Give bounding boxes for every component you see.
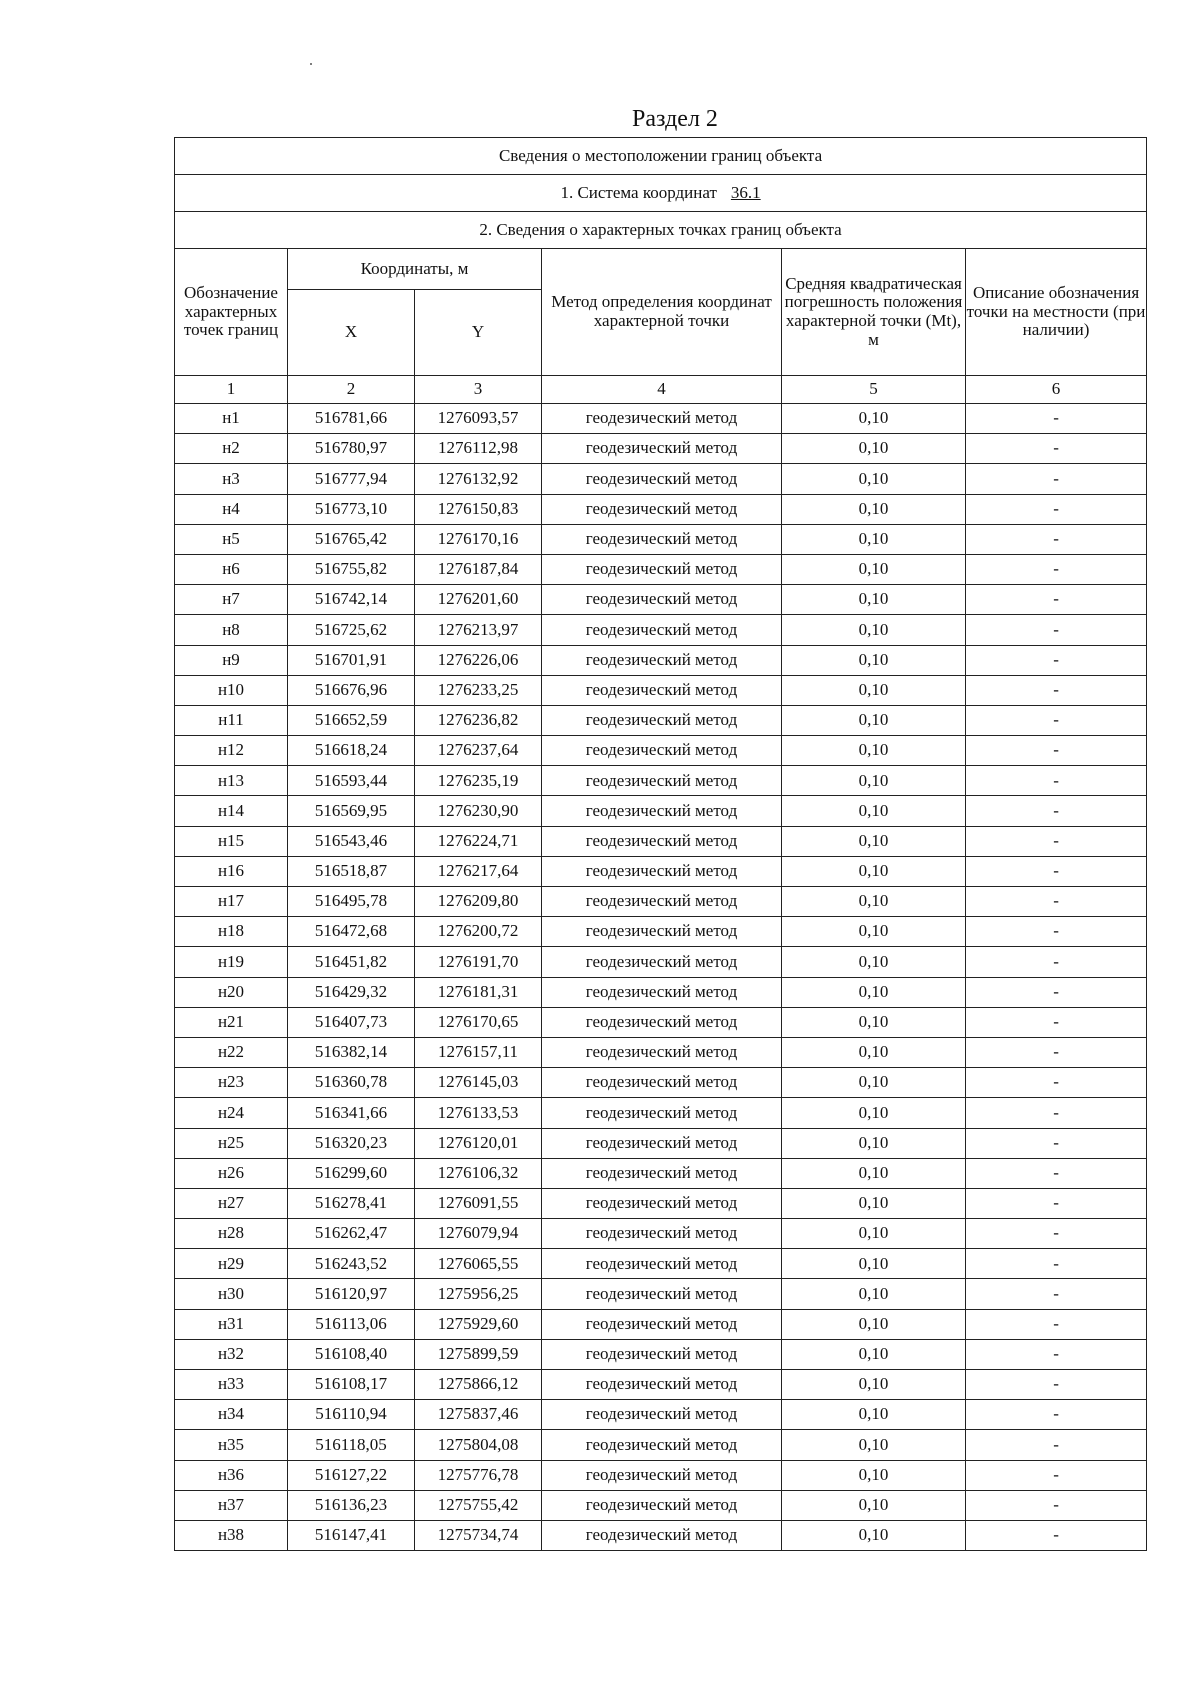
method-cell: геодезический метод [542, 1400, 782, 1430]
table-row [175, 796, 1147, 826]
column-number: 4 [542, 376, 782, 404]
point-id: н33 [175, 1370, 288, 1400]
mt-value: 0,10 [782, 1279, 966, 1309]
coord-x: 516451,82 [288, 947, 415, 977]
method-cell: геодезический метод [542, 1128, 782, 1158]
point-id: н1 [175, 404, 288, 434]
coord-y: 1276170,16 [415, 524, 542, 554]
coord-x: 516495,78 [288, 887, 415, 917]
coord-y: 1276093,57 [415, 404, 542, 434]
table-row [175, 464, 1147, 494]
coord-y: 1276191,70 [415, 947, 542, 977]
header-method: Метод определения координат характерной точки [542, 249, 782, 376]
coord-x: 516780,97 [288, 434, 415, 464]
coord-x: 516618,24 [288, 736, 415, 766]
method-cell: геодезический метод [542, 1339, 782, 1369]
description-cell: - [966, 1219, 1147, 1249]
mt-value: 0,10 [782, 947, 966, 977]
mt-value: 0,10 [782, 1219, 966, 1249]
coord-y: 1275899,59 [415, 1339, 542, 1369]
point-id: н4 [175, 494, 288, 524]
coord-x: 516676,96 [288, 675, 415, 705]
description-cell: - [966, 1400, 1147, 1430]
coord-x: 516108,40 [288, 1339, 415, 1369]
coord-system-row [175, 175, 1147, 212]
point-id: н23 [175, 1068, 288, 1098]
coord-y: 1276132,92 [415, 464, 542, 494]
method-cell: геодезический метод [542, 554, 782, 584]
point-id: н30 [175, 1279, 288, 1309]
coord-y: 1276213,97 [415, 615, 542, 645]
method-cell: геодезический метод [542, 736, 782, 766]
description-cell: - [966, 675, 1147, 705]
method-cell: геодезический метод [542, 826, 782, 856]
description-cell: - [966, 585, 1147, 615]
description-cell: - [966, 1249, 1147, 1279]
description-cell: - [966, 1128, 1147, 1158]
method-cell: геодезический метод [542, 524, 782, 554]
coord-y: 1275776,78 [415, 1460, 542, 1490]
coord-system-value: 36.1 [730, 182, 761, 202]
point-id: н15 [175, 826, 288, 856]
point-id: н2 [175, 434, 288, 464]
description-cell: - [966, 464, 1147, 494]
method-cell: геодезический метод [542, 1490, 782, 1520]
table-row [175, 554, 1147, 584]
method-cell: геодезический метод [542, 887, 782, 917]
scan-speck [310, 63, 312, 65]
method-cell: геодезический метод [542, 1249, 782, 1279]
mt-value: 0,10 [782, 1400, 966, 1430]
coord-x: 516472,68 [288, 917, 415, 947]
method-cell: геодезический метод [542, 1068, 782, 1098]
table-row [175, 645, 1147, 675]
mt-value: 0,10 [782, 1309, 966, 1339]
coord-x: 516113,06 [288, 1309, 415, 1339]
coord-x: 516777,94 [288, 464, 415, 494]
point-id: н24 [175, 1098, 288, 1128]
coord-y: 1276106,32 [415, 1158, 542, 1188]
description-cell: - [966, 1490, 1147, 1520]
method-cell: геодезический метод [542, 796, 782, 826]
coord-x: 516701,91 [288, 645, 415, 675]
description-cell: - [966, 826, 1147, 856]
description-cell: - [966, 1460, 1147, 1490]
table-row [175, 585, 1147, 615]
table-row [175, 434, 1147, 464]
coord-x: 516360,78 [288, 1068, 415, 1098]
coord-x: 516765,42 [288, 524, 415, 554]
description-cell: - [966, 1158, 1147, 1188]
boundary-points-table [174, 137, 1147, 1551]
point-id: н19 [175, 947, 288, 977]
description-cell: - [966, 615, 1147, 645]
table-row [175, 1430, 1147, 1460]
coord-y: 1276079,94 [415, 1219, 542, 1249]
coord-y: 1276217,64 [415, 856, 542, 886]
table-row [175, 404, 1147, 434]
point-id: н21 [175, 1007, 288, 1037]
coord-y: 1276181,31 [415, 977, 542, 1007]
method-cell: геодезический метод [542, 1370, 782, 1400]
column-number: 3 [415, 376, 542, 404]
point-id: н17 [175, 887, 288, 917]
point-id: н31 [175, 1309, 288, 1339]
table-row [175, 1279, 1147, 1309]
description-cell: - [966, 524, 1147, 554]
method-cell: геодезический метод [542, 494, 782, 524]
table-title: Сведения о местоположении границ объекта [175, 138, 1147, 175]
description-cell: - [966, 856, 1147, 886]
header-error: Средняя квадратическая погрешность положения характерной точки (Mt), м [782, 249, 966, 376]
mt-value: 0,10 [782, 977, 966, 1007]
mt-value: 0,10 [782, 1490, 966, 1520]
coord-x: 516742,14 [288, 585, 415, 615]
header-coords: Координаты, м [288, 249, 542, 290]
table-row [175, 1158, 1147, 1188]
coord-x: 516320,23 [288, 1128, 415, 1158]
mt-value: 0,10 [782, 826, 966, 856]
coord-y: 1275956,25 [415, 1279, 542, 1309]
coord-x: 516147,41 [288, 1520, 415, 1550]
description-cell: - [966, 705, 1147, 735]
coord-x: 516569,95 [288, 796, 415, 826]
column-number: 6 [966, 376, 1147, 404]
point-id: н37 [175, 1490, 288, 1520]
mt-value: 0,10 [782, 1430, 966, 1460]
point-id: н18 [175, 917, 288, 947]
point-id: н36 [175, 1460, 288, 1490]
coord-y: 1275804,08 [415, 1430, 542, 1460]
coord-y: 1276187,84 [415, 554, 542, 584]
coord-y: 1276235,19 [415, 766, 542, 796]
point-id: н25 [175, 1128, 288, 1158]
description-cell: - [966, 887, 1147, 917]
point-id: н8 [175, 615, 288, 645]
point-id: н12 [175, 736, 288, 766]
table-row [175, 826, 1147, 856]
mt-value: 0,10 [782, 1068, 966, 1098]
description-cell: - [966, 1037, 1147, 1067]
point-id: н6 [175, 554, 288, 584]
coord-y: 1276226,06 [415, 645, 542, 675]
table-row [175, 887, 1147, 917]
point-id: н32 [175, 1339, 288, 1369]
description-cell: - [966, 1279, 1147, 1309]
table-row [175, 736, 1147, 766]
table-row [175, 1098, 1147, 1128]
coord-x: 516299,60 [288, 1158, 415, 1188]
mt-value: 0,10 [782, 887, 966, 917]
method-cell: геодезический метод [542, 434, 782, 464]
mt-value: 0,10 [782, 494, 966, 524]
coord-x: 516108,17 [288, 1370, 415, 1400]
description-cell: - [966, 977, 1147, 1007]
coord-y: 1276133,53 [415, 1098, 542, 1128]
point-id: н29 [175, 1249, 288, 1279]
description-cell: - [966, 766, 1147, 796]
mt-value: 0,10 [782, 404, 966, 434]
description-cell: - [966, 917, 1147, 947]
coord-y: 1276091,55 [415, 1188, 542, 1218]
coord-x: 516382,14 [288, 1037, 415, 1067]
table-row [175, 615, 1147, 645]
table-row [175, 1520, 1147, 1550]
method-cell: геодезический метод [542, 1188, 782, 1218]
coord-y: 1276170,65 [415, 1007, 542, 1037]
coord-y: 1275837,46 [415, 1400, 542, 1430]
mt-value: 0,10 [782, 1249, 966, 1279]
mt-value: 0,10 [782, 524, 966, 554]
coord-system-label: 1. Система координат [560, 182, 717, 202]
coord-x: 516407,73 [288, 1007, 415, 1037]
coord-y: 1276157,11 [415, 1037, 542, 1067]
method-cell: геодезический метод [542, 856, 782, 886]
table-row [175, 524, 1147, 554]
coord-y: 1275734,74 [415, 1520, 542, 1550]
table-row [175, 1037, 1147, 1067]
description-cell: - [966, 1068, 1147, 1098]
method-cell: геодезический метод [542, 917, 782, 947]
coord-y: 1275755,42 [415, 1490, 542, 1520]
point-id: н11 [175, 705, 288, 735]
coord-y: 1276145,03 [415, 1068, 542, 1098]
point-id: н7 [175, 585, 288, 615]
mt-value: 0,10 [782, 675, 966, 705]
method-cell: геодезический метод [542, 977, 782, 1007]
description-cell: - [966, 1188, 1147, 1218]
method-cell: геодезический метод [542, 585, 782, 615]
coord-y: 1276233,25 [415, 675, 542, 705]
mt-value: 0,10 [782, 1158, 966, 1188]
method-cell: геодезический метод [542, 404, 782, 434]
table-row [175, 1128, 1147, 1158]
coord-y: 1275929,60 [415, 1309, 542, 1339]
coord-y: 1276112,98 [415, 434, 542, 464]
method-cell: геодезический метод [542, 705, 782, 735]
point-id: н14 [175, 796, 288, 826]
table-row [175, 1370, 1147, 1400]
method-cell: геодезический метод [542, 645, 782, 675]
point-id: н16 [175, 856, 288, 886]
mt-value: 0,10 [782, 1520, 966, 1550]
mt-value: 0,10 [782, 917, 966, 947]
mt-value: 0,10 [782, 1460, 966, 1490]
coord-y: 1275866,12 [415, 1370, 542, 1400]
column-number: 5 [782, 376, 966, 404]
description-cell: - [966, 1430, 1147, 1460]
mt-value: 0,10 [782, 856, 966, 886]
coord-x: 516278,41 [288, 1188, 415, 1218]
table-row [175, 494, 1147, 524]
description-cell: - [966, 494, 1147, 524]
description-cell: - [966, 404, 1147, 434]
method-cell: геодезический метод [542, 615, 782, 645]
point-id: н20 [175, 977, 288, 1007]
points-title: 2. Сведения о характерных точках границ объекта [175, 212, 1147, 249]
description-cell: - [966, 1520, 1147, 1550]
coord-x: 516652,59 [288, 705, 415, 735]
header-y: Y [415, 290, 542, 376]
mt-value: 0,10 [782, 585, 966, 615]
coord-y: 1276200,72 [415, 917, 542, 947]
column-number: 1 [175, 376, 288, 404]
point-id: н5 [175, 524, 288, 554]
coord-x: 516429,32 [288, 977, 415, 1007]
column-numbers-row [175, 376, 1147, 404]
method-cell: геодезический метод [542, 1520, 782, 1550]
method-cell: геодезический метод [542, 1430, 782, 1460]
point-id: н22 [175, 1037, 288, 1067]
point-id: н26 [175, 1158, 288, 1188]
coord-x: 516341,66 [288, 1098, 415, 1128]
method-cell: геодезический метод [542, 1098, 782, 1128]
point-id: н27 [175, 1188, 288, 1218]
coord-y: 1276201,60 [415, 585, 542, 615]
coord-y: 1276237,64 [415, 736, 542, 766]
table-row [175, 1490, 1147, 1520]
description-cell: - [966, 1007, 1147, 1037]
table-row [175, 1249, 1147, 1279]
table-row [175, 1460, 1147, 1490]
table-row [175, 766, 1147, 796]
description-cell: - [966, 434, 1147, 464]
point-id: н38 [175, 1520, 288, 1550]
mt-value: 0,10 [782, 1339, 966, 1369]
mt-value: 0,10 [782, 645, 966, 675]
mt-value: 0,10 [782, 1098, 966, 1128]
description-cell: - [966, 645, 1147, 675]
table-row [175, 1068, 1147, 1098]
coord-y: 1276236,82 [415, 705, 542, 735]
coord-y: 1276209,80 [415, 887, 542, 917]
table-row [175, 947, 1147, 977]
mt-value: 0,10 [782, 796, 966, 826]
table-row [175, 977, 1147, 1007]
coord-x: 516725,62 [288, 615, 415, 645]
mt-value: 0,10 [782, 1007, 966, 1037]
coord-y: 1276230,90 [415, 796, 542, 826]
table-row [175, 1188, 1147, 1218]
coord-y: 1276120,01 [415, 1128, 542, 1158]
coord-x: 516118,05 [288, 1430, 415, 1460]
mt-value: 0,10 [782, 705, 966, 735]
mt-value: 0,10 [782, 434, 966, 464]
point-id: н13 [175, 766, 288, 796]
point-id: н34 [175, 1400, 288, 1430]
method-cell: геодезический метод [542, 1219, 782, 1249]
header-description: Описание обозначения точки на местности (при наличии) [966, 249, 1147, 376]
header-x: X [288, 290, 415, 376]
coord-x: 516136,23 [288, 1490, 415, 1520]
method-cell: геодезический метод [542, 675, 782, 705]
method-cell: геодезический метод [542, 464, 782, 494]
mt-value: 0,10 [782, 1037, 966, 1067]
table-row [175, 1400, 1147, 1430]
table-row [175, 1309, 1147, 1339]
method-cell: геодезический метод [542, 766, 782, 796]
mt-value: 0,10 [782, 464, 966, 494]
section-title: Раздел 2 [632, 106, 718, 132]
mt-value: 0,10 [782, 766, 966, 796]
point-id: н3 [175, 464, 288, 494]
mt-value: 0,10 [782, 1188, 966, 1218]
method-cell: геодезический метод [542, 947, 782, 977]
coord-x: 516755,82 [288, 554, 415, 584]
point-id: н10 [175, 675, 288, 705]
point-id: н9 [175, 645, 288, 675]
coord-y: 1276150,83 [415, 494, 542, 524]
coord-x: 516243,52 [288, 1249, 415, 1279]
coord-y: 1276065,55 [415, 1249, 542, 1279]
table-row [175, 1007, 1147, 1037]
method-cell: геодезический метод [542, 1158, 782, 1188]
table-row [175, 1339, 1147, 1369]
table-row [175, 675, 1147, 705]
column-number: 2 [288, 376, 415, 404]
method-cell: геодезический метод [542, 1007, 782, 1037]
mt-value: 0,10 [782, 1370, 966, 1400]
coord-x: 516543,46 [288, 826, 415, 856]
point-id: н28 [175, 1219, 288, 1249]
coord-x: 516262,47 [288, 1219, 415, 1249]
coord-x: 516593,44 [288, 766, 415, 796]
description-cell: - [966, 736, 1147, 766]
coord-y: 1276224,71 [415, 826, 542, 856]
coord-x: 516110,94 [288, 1400, 415, 1430]
header-designation: Обозначение характерных точек границ [175, 249, 288, 376]
mt-value: 0,10 [782, 736, 966, 766]
description-cell: - [966, 554, 1147, 584]
table-row [175, 856, 1147, 886]
description-cell: - [966, 796, 1147, 826]
table-row [175, 705, 1147, 735]
mt-value: 0,10 [782, 615, 966, 645]
method-cell: геодезический метод [542, 1279, 782, 1309]
table-row [175, 1219, 1147, 1249]
description-cell: - [966, 1370, 1147, 1400]
description-cell: - [966, 1339, 1147, 1369]
coord-x: 516127,22 [288, 1460, 415, 1490]
coord-x: 516781,66 [288, 404, 415, 434]
method-cell: геодезический метод [542, 1460, 782, 1490]
coord-x: 516120,97 [288, 1279, 415, 1309]
mt-value: 0,10 [782, 1128, 966, 1158]
mt-value: 0,10 [782, 554, 966, 584]
method-cell: геодезический метод [542, 1037, 782, 1067]
description-cell: - [966, 947, 1147, 977]
coord-x: 516773,10 [288, 494, 415, 524]
table-row [175, 917, 1147, 947]
point-id: н35 [175, 1430, 288, 1460]
method-cell: геодезический метод [542, 1309, 782, 1339]
coord-x: 516518,87 [288, 856, 415, 886]
description-cell: - [966, 1098, 1147, 1128]
description-cell: - [966, 1309, 1147, 1339]
